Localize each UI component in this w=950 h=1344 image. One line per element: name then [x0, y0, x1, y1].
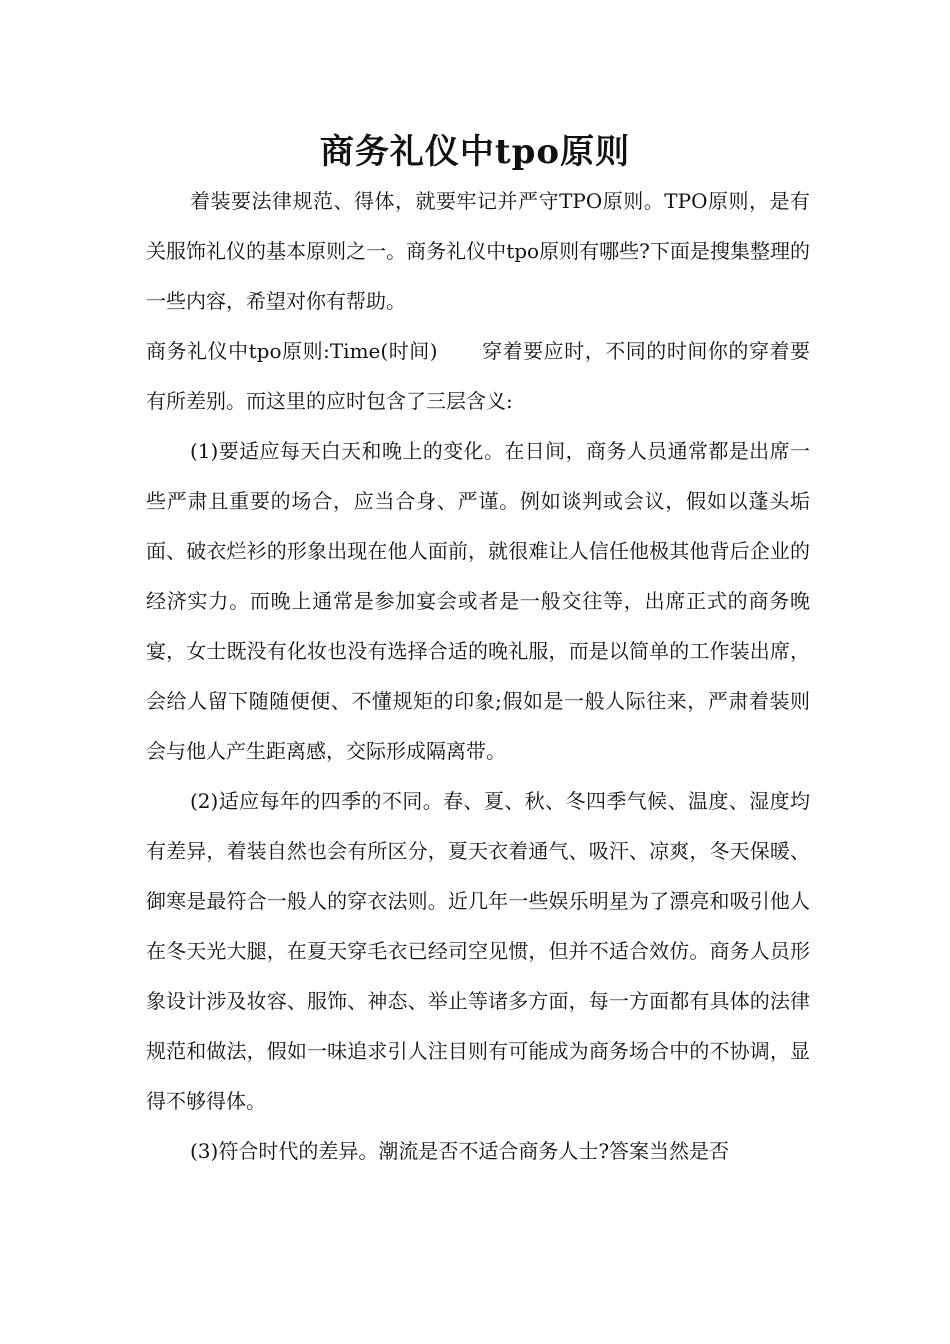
intro-paragraph: 着装要法律规范、得体，就要牢记并严守TPO原则。TPO原则，是有关服饰礼仪的基本原则之一。商务礼仪中tpo原则有哪些?下面是搜集整理的一些内容，希望对你有帮助。: [146, 189, 810, 313]
document-title: 商务礼仪中tpo原则: [319, 132, 631, 172]
point-3-paragraph: (3)符合时代的差异。潮流是否不适合商务人士?答案当然是否: [190, 1139, 730, 1163]
point-2-paragraph: (2)适应每年的四季的不同。春、夏、秋、冬四季气候、温度、湿度均有差异，着装自然也会有所区分，夏天衣着通气、吸汗、凉爽，冬天保暖、御寒是最符合一般人的穿衣法则。近几年一些娱乐明星为了漂亮和吸引他人在冬天光大腿，在夏天穿毛衣已经司空见惯，但并不适合效仿。商务人员形象设计涉及妆容、服饰、神态、举止等诸多方面，每一方面都有具体的法律规范和做法，假如一味追求引人注目则有可能成为商务场合中的不协调，显得不够得体。: [146, 789, 810, 1113]
time-section-text: 穿着要应时，不同的时间你的穿着要有所差别。而这里的应时包含了三层含义:: [146, 339, 810, 413]
time-section-heading: 商务礼仪中tpo原则:Time(时间): [146, 339, 438, 363]
point-1-paragraph: (1)要适应每天白天和晚上的变化。在日间，商务人员通常都是出席一些严肃且重要的场合，应当合身、严谨。例如谈判或会议，假如以蓬头垢面、破衣烂衫的形象出现在他人面前，就很难让人信任他极其他背后企业的经济实力。而晚上通常是参加宴会或者是一般交往等，出席正式的商务晚宴，女士既没有化妆也没有选择合适的晚礼服，而是以简单的工作装出席，会给人留下随随便便、不懂规矩的印象;假如是一般人际往来，严肃着装则会与他人产生距离感，交际形成隔离带。: [146, 439, 810, 763]
document-body: [146, 176, 810, 1176]
time-section-paragraph: [146, 326, 810, 426]
